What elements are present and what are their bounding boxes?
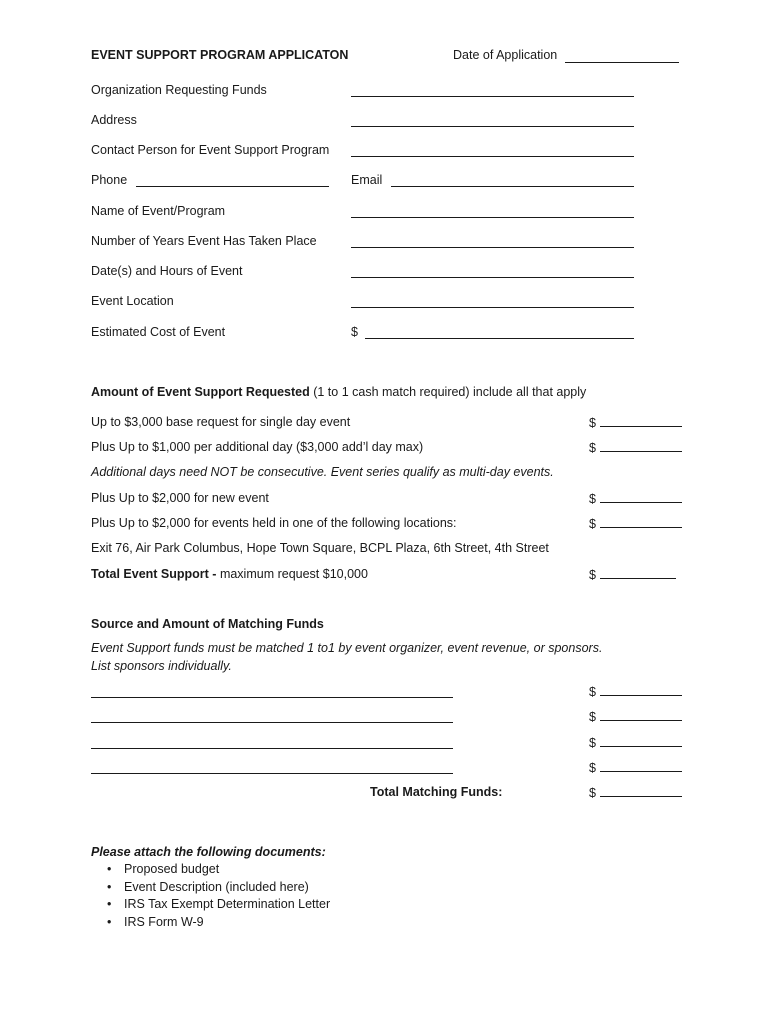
new-event-amount[interactable] bbox=[589, 491, 682, 506]
currency-symbol: $ bbox=[589, 761, 596, 775]
organization-label: Organization Requesting Funds bbox=[91, 83, 267, 97]
sponsor-field-3[interactable] bbox=[91, 748, 453, 749]
additional-days-note: Additional days need NOT be consecutive. Event series qualify as multi-day events. bbox=[91, 465, 554, 479]
sponsor-amount-1[interactable] bbox=[589, 684, 682, 699]
list-item-label: IRS Form W-9 bbox=[124, 914, 204, 929]
list-item bbox=[91, 896, 330, 914]
locations-amount[interactable] bbox=[589, 516, 682, 531]
support-heading-bold: Amount of Event Support Requested bbox=[91, 385, 310, 399]
event-name-field[interactable] bbox=[351, 217, 634, 218]
address-label: Address bbox=[91, 113, 137, 127]
sponsor-field-4[interactable] bbox=[91, 773, 453, 774]
cost-field[interactable] bbox=[365, 338, 634, 339]
sponsor-amount-3[interactable] bbox=[589, 735, 682, 750]
list-item bbox=[91, 914, 330, 932]
currency-symbol: $ bbox=[589, 786, 596, 800]
total-support-amount[interactable] bbox=[589, 567, 676, 582]
cost-label: Estimated Cost of Event bbox=[91, 325, 226, 339]
list-item bbox=[91, 861, 330, 879]
location-list: Exit 76, Air Park Columbus, Hope Town Square, BCPL Plaza, 6th Street, 4th Street bbox=[91, 541, 549, 555]
currency-symbol: $ bbox=[589, 685, 596, 699]
total-matching-amount[interactable] bbox=[589, 785, 682, 800]
bullet-icon: • bbox=[107, 862, 112, 876]
list-item-label: IRS Tax Exempt Determination Letter bbox=[124, 897, 331, 911]
date-of-application-label: Date of Application bbox=[453, 48, 558, 62]
currency-symbol: $ bbox=[589, 710, 596, 724]
currency-symbol: $ bbox=[589, 441, 596, 455]
additional-day-amount[interactable] bbox=[589, 440, 682, 455]
currency-symbol: $ bbox=[589, 568, 596, 582]
currency-symbol: $ bbox=[589, 492, 596, 506]
dates-label: Date(s) and Hours of Event bbox=[91, 264, 243, 278]
locations-label: Plus Up to $2,000 for events held in one of the following locations: bbox=[91, 516, 457, 530]
currency-symbol: $ bbox=[589, 736, 596, 750]
years-field[interactable] bbox=[351, 247, 634, 248]
currency-symbol: $ bbox=[589, 416, 596, 430]
years-label: Number of Years Event Has Taken Place bbox=[91, 234, 317, 248]
bullet-icon: • bbox=[107, 879, 112, 894]
sponsor-amount-4[interactable] bbox=[589, 760, 682, 775]
new-event-label: Plus Up to $2,000 for new event bbox=[91, 491, 269, 505]
phone-label: Phone bbox=[91, 173, 128, 187]
sponsor-field-1[interactable] bbox=[91, 697, 453, 698]
total-support-bold: Total Event Support - bbox=[91, 567, 217, 581]
matching-note-line1: Event Support funds must be matched 1 to1 by event organizer, event revenue, or sponsors. bbox=[91, 641, 603, 655]
email-field[interactable] bbox=[391, 186, 634, 187]
list-item-label: Proposed budget bbox=[124, 862, 220, 876]
attachments-list bbox=[91, 861, 330, 931]
organization-field[interactable] bbox=[351, 96, 634, 97]
date-of-application-field[interactable] bbox=[565, 62, 679, 63]
page-title: EVENT SUPPORT PROGRAM APPLICATON bbox=[91, 48, 349, 62]
support-heading-rest: (1 to 1 cash match required) include all that apply bbox=[309, 385, 587, 399]
list-item-label: Event Description (included here) bbox=[124, 879, 309, 894]
location-field[interactable] bbox=[351, 307, 634, 308]
sponsor-amount-2[interactable] bbox=[589, 709, 682, 724]
address-field[interactable] bbox=[351, 126, 634, 127]
support-heading bbox=[91, 385, 586, 399]
bullet-icon: • bbox=[107, 897, 112, 911]
list-item bbox=[91, 879, 330, 897]
matching-heading: Source and Amount of Matching Funds bbox=[91, 617, 324, 631]
event-name-label: Name of Event/Program bbox=[91, 204, 226, 218]
cost-currency: $ bbox=[351, 325, 358, 339]
total-matching-label: Total Matching Funds: bbox=[370, 785, 503, 799]
total-support-label bbox=[91, 567, 368, 581]
base-request-label: Up to $3,000 base request for single day event bbox=[91, 415, 351, 429]
location-label: Event Location bbox=[91, 294, 174, 308]
phone-field[interactable] bbox=[136, 186, 329, 187]
total-support-rest: maximum request $10,000 bbox=[216, 567, 368, 581]
email-label: Email bbox=[351, 173, 383, 187]
additional-day-label: Plus Up to $1,000 per additional day ($3,000 add’l day max) bbox=[91, 440, 424, 454]
matching-note-line2: List sponsors individually. bbox=[91, 659, 232, 673]
bullet-icon: • bbox=[107, 914, 112, 929]
currency-symbol: $ bbox=[589, 517, 596, 531]
sponsor-field-2[interactable] bbox=[91, 722, 453, 723]
contact-field[interactable] bbox=[351, 156, 634, 157]
contact-label: Contact Person for Event Support Program bbox=[91, 143, 330, 157]
base-request-amount[interactable] bbox=[589, 415, 682, 430]
attachments-heading: Please attach the following documents: bbox=[91, 845, 326, 859]
dates-field[interactable] bbox=[351, 277, 634, 278]
